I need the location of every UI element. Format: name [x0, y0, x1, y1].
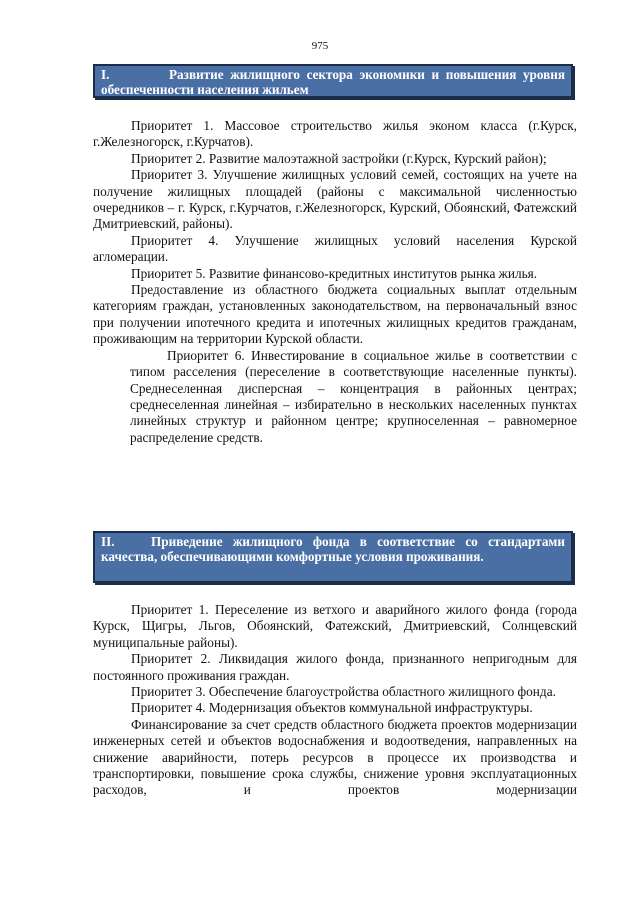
paragraph: Приоритет 6. Инвестирование в социальное жилье в соответствии с типом расселения (переселение в соответствующие населенные пункты). Среднеселенная дисперсная – концентрация в районных центрах; среднеселенная линейная – избирательно в нескольких населенных пунктах линейных структур и районном центре; крупноселенная – равномерное распределение средств. — [130, 347, 577, 445]
paragraph: Приоритет 4. Улучшение жилищных условий населения Курской агломерации. — [93, 232, 577, 265]
section-1-title: Развитие жилищного сектора экономики и повышения уровня обеспеченности населения жильем — [101, 67, 565, 97]
section-2-numeral: II. — [101, 534, 115, 549]
paragraph: Приоритет 2. Ликвидация жилого фонда, признанного непригодным для постоянного проживания граждан. — [93, 651, 577, 683]
paragraph: Предоставление из областного бюджета социальных выплат отдельным категориям граждан, установленных законодательством, на первоначальный взнос при получении ипотечного кредита и ипотечных жилищных кредитов гражданам, проживающим на территории Курской области. — [93, 282, 577, 347]
section-1-header — [93, 64, 573, 98]
paragraph: Приоритет 1. Массовое строительство жилья эконом класса (г.Курск, г.Железногорск, г.Курчатов). — [93, 118, 577, 150]
section-1-numeral: I. — [101, 67, 110, 82]
paragraph: Приоритет 3. Улучшение жилищных условий семей, состоящих на учете на получение жилищных площадей (районы с максимальной численностью очередников – г. Курск, г.Курчатов, г.Железногорск, Курский, Обоянский, Фатежский Дмитриевский, районы). — [93, 167, 577, 232]
paragraph: Приоритет 1. Переселение из ветхого и аварийного жилого фонда (города Курск, Щигры, Льгов, Обоянский, Фатежский, Дмитриевский, Солнцевский муниципальные районы). — [93, 602, 577, 650]
paragraph: Приоритет 4. Модернизация объектов коммунальной инфраструктуры. — [131, 700, 533, 716]
section-2-header — [93, 531, 573, 583]
page-number: 975 — [311, 40, 329, 52]
paragraph: Приоритет 2. Развитие малоэтажной застройки (г.Курск, Курский район); — [131, 150, 547, 166]
paragraph: Приоритет 3. Обеспечение благоустройства областного жилищного фонда. — [131, 684, 556, 700]
paragraph: Приоритет 5. Развитие финансово-кредитных институтов рынка жилья. — [131, 265, 538, 281]
section-1-body — [93, 118, 577, 446]
section-2-body — [93, 602, 577, 799]
paragraph: Финансирование за счет средств областного бюджета проектов модернизации инженерных сетей и объектов водоснабжения и водоотведения, направленных на снижение аварийности, потерь ресурсов в процессе их производства и транспортировки, повышение срока службы, снижение уровня эксплуатационных расходов, и проектов модернизации — [93, 716, 577, 798]
section-2-title: Приведение жилищного фонда в соответствие со стандартами качества, обеспечивающими комфортные условия проживания. — [101, 534, 565, 564]
